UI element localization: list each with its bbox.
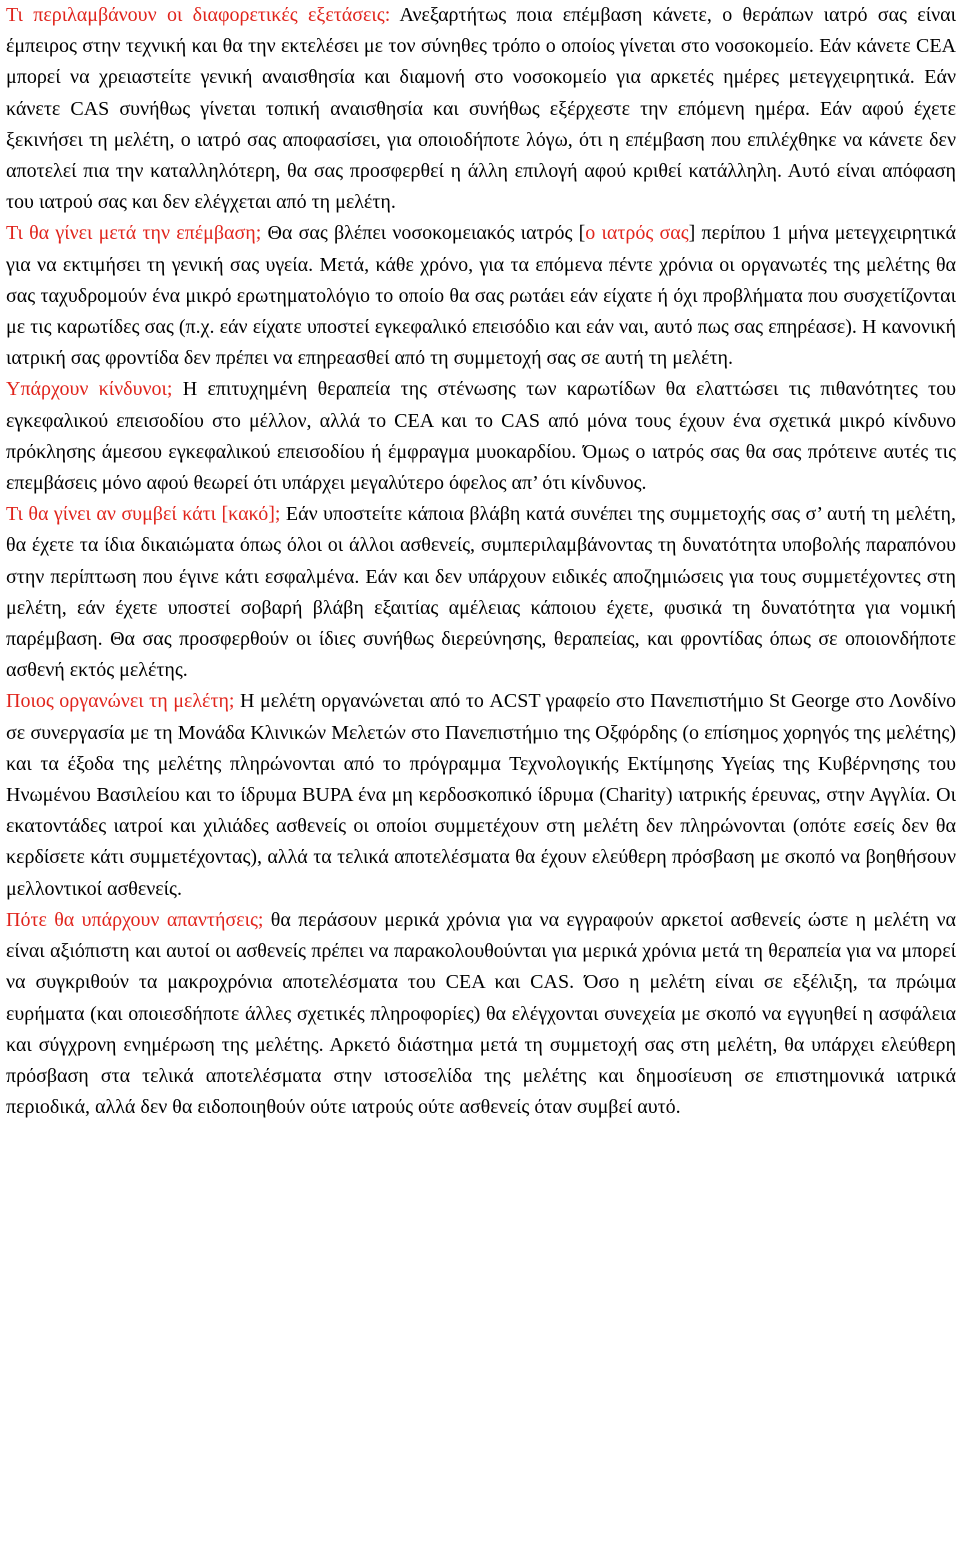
section-after-procedure [6,218,956,374]
section-organizer [6,686,956,904]
section-body: Η επιτυχημένη θεραπεία της στένωσης των καρωτίδων θα ελαττώσει τις πιθανότητες του εγκεφαλικού επεισοδίου στο μέλλον, αλλά το CEA και το CAS από μόνα τους έχουν ένα σχετικά μικρό κίνδυνο πρόκλησης άμεσου εγκεφαλικού επεισοδίου ή έμφραγμα μυοκαρδίου. Όμως ο ιατρός σας θα σας πρότεινε αυτές τις επεμβάσεις μόνο αφού θεωρεί ότι υπάρχει μεγαλύτερο όφελος απ’ ότι κίνδυνος. [6,378,956,495]
section-heading: Ποιος οργανώνει τη μελέτη; [6,690,235,713]
section-heading: Τι περιλαμβάνουν οι διαφορετικές εξετάσεις: [6,4,391,26]
section-body: Θα σας βλέπει νοσοκομειακός ιατρός [ [261,222,586,245]
section-body: Εάν υποστείτε κάποια βλάβη κατά συνέπει της συμμετοχής σας σ’ αυτή τη μελέτη, θα έχετε τα ίδια δικαιώματα όπως όλοι οι άλλοι ασθενείς, συμπεριλαμβάνοντας τη δυνατότητα υποβολής παραπόνου στην περίπτωση που έγινε κάτι εσφαλμένα. Εάν και δεν υπάρχουν ειδικές αποζημιώσεις για τους συμμετέχοντες στη μελέτη, εάν έχετε υποστεί σοβαρή βλάβη εξαιτίας αμέλειας κάποιου έχετε, φυσικά τη δυνατότητα για νομική παρέμβαση. Θα σας προσφερθούν οι ίδιες συνήθως διερεύνησης, θεραπείας, και φροντίδας όπως σε οποιονδήποτε ασθενή εκτός μελέτης. [6,503,956,682]
section-if-harm [6,499,956,686]
inline-reference: ο ιατρός σας [585,222,689,245]
section-results [6,905,956,1123]
section-heading: Υπάρχουν κίνδυνοι; [6,378,173,401]
section-heading: Τι θα γίνει μετά την επέμβαση; [6,222,262,245]
section-body: θα περάσουν μερικά χρόνια για να εγγραφούν αρκετοί ασθενείς ώστε η μελέτη να είναι αξιόπιστη και αυτοί οι ασθενείς πρέπει να παρακολουθούνται για μερικά χρόνια μετά τη θεραπεία για να μπορεί να συγκριθούν τα μακροχρόνια αποτελέσματα του CEA και CAS. Όσο η μελέτη είναι σε εξέλιξη, τα πρώιμα ευρήματα (και οποιεσδήποτε άλλες σχετικές πληροφορίες) θα ελέγχονται συνεχεία με σκοπό να εγγυηθεί η ασφάλεια και σύγχρονη ενημέρωση της μελέτης. Αρκετό διάστημα μετά τη συμμετοχή σας στη μελέτη, θα υπάρχει ελεύθερη πρόσβαση στα τελικά αποτελέσματα στην ιστοσελίδα της μελέτης και δημοσίευση σε επιστημονικά ιατρικά περιοδικά, αλλά δεν θα ειδοποιηθούν ούτε ιατρούς ούτε ασθενείς όταν συμβεί αυτό. [6,908,956,1119]
section-procedures [6,0,956,218]
section-body: Η μελέτη οργανώνεται από το ACST γραφείο στο Πανεπιστήμιο St George στο Λονδίνο σε συνεργασία με τη Μονάδα Κλινικών Μελετών στο Πανεπιστήμιο της Οξφόρδης (ο επίσημος χορηγός της μελέτης) και τα έξοδα της μελέτης πληρώνονται από το πρόγραμμα Τεχνολογικής Εκτίμησης Υγείας της Κυβέρνησης του Ηνωμένου Βασιλείου και το ίδρυμα BUPA ένα μη κερδοσκοπικό ίδρυμα (Charity) ιατρικής έρευνας, στην Αγγλία. Οι εκατοντάδες ιατροί και χιλιάδες ασθενείς οι οποίοι συμμετέχουν στη μελέτη δεν πληρώνονται (οπότε εσείς δεν θα κερδίσετε κάτι συμμετέχοντας), αλλά τα τελικά αποτελέσματα θα έχουν ελεύθερη πρόσβαση με σκοπό να βοηθήσουν μελλοντικοί ασθενείς. [6,690,956,900]
section-body: Ανεξαρτήτως ποια επέμβαση κάνετε, ο θεράπων ιατρό σας είναι έμπειρος στην τεχνική και θα την εκτελέσει με τον σύνηθες τρόπο ο οποίος γίνεται στο νοσοκομείο. Εάν κάνετε CEA μπορεί να χρειαστείτε γενική αναισθησία και διαμονή στο νοσοκομείο για αρκετές ημέρες μετεγχειρητικά. Εάν κάνετε CAS συνήθως γίνεται τοπική αναισθησία και συνήθως εξέρχεστε την επόμενη ημέρα. Εάν αφού έχετε ξεκινήσει τη μελέτη, ο ιατρό σας αποφασίσει, για οποιοδήποτε λόγω, ότι η επέμβαση που επιλέχθηκε να κάνετε δεν αποτελεί πια την καταλληλότερη, θα σας προσφερθεί η άλλη επιλογή αφού κριθεί κατάλληλη. Αυτό είναι απόφαση του ιατρού σας και δεν ελέγχεται από τη μελέτη. [6,4,956,214]
section-risks [6,374,956,499]
section-heading: Πότε θα υπάρχουν απαντήσεις; [6,908,264,931]
section-body-continued: ] περίπου 1 μήνα μετεγχειρητικά για να εκτιμήσει τη γενική σας υγεία. Μετά, κάθε χρόνο, για τα επόμενα πέντε χρόνια οι οργανωτές της μελέτης θα σας ταχυδρομούν ένα μικρό ερωτηματολόγιο το οποίο θα σας ρωτάει εάν είχατε ή όχι προβλήματα που συσχετίζονται με τις καρωτίδες σας (π.χ. εάν είχατε υποστεί εγκεφαλικό επεισόδιο και εάν ναι, αυτό πως σας επηρέασε). Η κανονική ιατρική σας φροντίδα δεν πρέπει να επηρεασθεί από τη συμμετοχή σας σε αυτή τη μελέτη. [6,222,956,370]
section-heading: Τι θα γίνει αν συμβεί κάτι [κακό]; [6,503,281,526]
